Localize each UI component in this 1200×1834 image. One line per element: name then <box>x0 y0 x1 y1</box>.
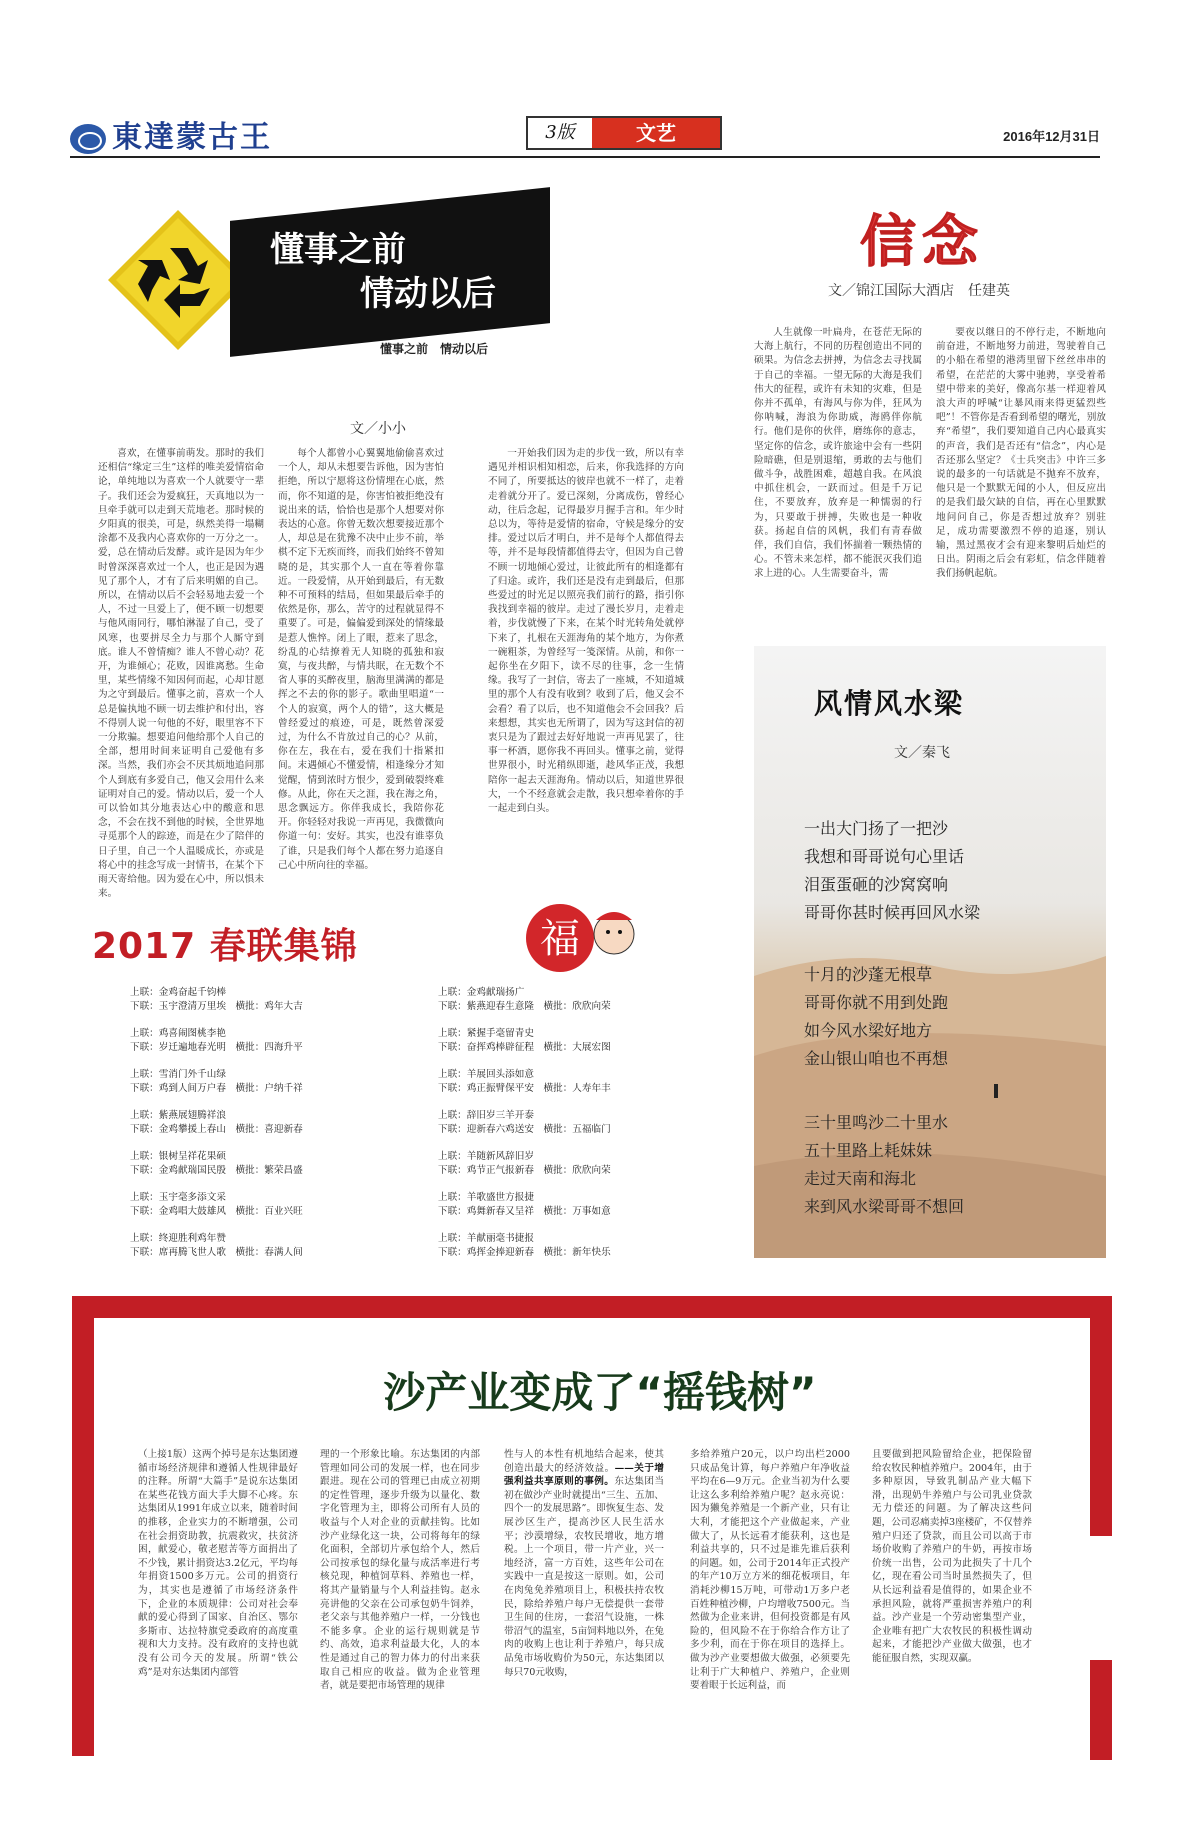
couplet-lower: 下联：鸡正振臂保平安 横批：人寿年丰 <box>438 1083 611 1094</box>
poem-line: 我想和哥哥说句心里话 <box>804 847 965 866</box>
poem-line: 哥哥你就不用到处跑 <box>804 993 949 1012</box>
couplet-upper: 上联：金鸡奋起千钧棒 <box>130 987 226 998</box>
masthead <box>70 112 1100 156</box>
section-label <box>526 116 722 150</box>
poem-line: 十月的沙蓬无根草 <box>804 965 933 984</box>
poem-line: 三十里鸣沙二十里水 <box>804 1113 949 1132</box>
couplet-upper: 上联：紫燕展翅腾祥浪 <box>130 1110 226 1121</box>
section-name: 文艺 <box>592 118 720 148</box>
article-column: 喜欢，在懂事前萌发。那时的我们还相信“缘定三生”这样的唯美爱情宿命论，单纯地以为喜欢一个人就要守一辈子。我们还会为爱疯狂，天真地以为一旦牵手就可以走到天荒地老。那时候的夕阳真的很美，可是，纵然美得一塌糊涂都不及我内心喜欢你的一万分之一。爱，总在情动后发酵。或许是因为年少时曾深深喜欢过一个人，也正是因为遇见了那个人，才有了后来明媚的自己。所以，在情动以后不会轻易地去爱一个人，不过一旦爱上了，便不顾一切想要与他风雨同行，哪怕淋湿了自己，受了风寒，也要拼尽全力与那个人厮守到底。谁人不曾情痴？谁人不曾心动？花开，为谁倾心；花败，因谁离愁。生命里，某些情缘不知因何而起，心却甘愿为之守到最后。懂事之前，喜欢一个人总是偏执地不顾一切去维护和付出，容不得别人说一句他的不好，眼里容不下一分欺骗。想要追问他给那个人自己的全部，想用时间来证明自己爱他有多深。当然，我们亦会不厌其烦地追问那个人到底有多爱自己，他又会用什么来证明对自己的爱。情动以后，爱一个人可以恰如其分地表达心中的酸意和思念，不会在找不到他的时候，全世界地寻觅那个人的踪迹，而是在少了陪伴的日子里，自己一个人温暖成长，亦或是将心中的挂念写成一封情书，在某个下雨天寄给他。因为爱在心中，所以惧未来。 <box>98 448 264 900</box>
couplet-upper: 上联：羊献丽毫书捷报 <box>438 1233 534 1244</box>
couplet-lower: 下联：奋挥鸡棒辟征程 横批：大展宏图 <box>438 1042 611 1053</box>
couplet-lower: 下联：鸡到人间万户春 横批：户纳千祥 <box>130 1083 303 1094</box>
article-byline: 文／小小 <box>350 421 406 437</box>
poem-line: 哥哥你甚时候再回风水梁 <box>804 903 981 922</box>
frame-border <box>1090 1660 1112 1760</box>
couplet-lower: 下联：鸡挥金捧迎新春 横批：新年快乐 <box>438 1247 611 1258</box>
poem-line: 金山银山咱也不再想 <box>804 1049 949 1068</box>
couplet-lower: 下联：岁迁遍地春光明 横批：四海升平 <box>130 1042 303 1053</box>
article-column <box>504 1448 664 1679</box>
newspaper-logo: 東達蒙古王 <box>70 112 272 156</box>
couplet-upper: 上联：辞旧岁三羊开泰 <box>438 1110 534 1121</box>
poem-line: 五十里路上耗妹妹 <box>804 1141 933 1160</box>
couplet-upper: 上联：雪消门外千山绿 <box>130 1069 226 1080</box>
article-column: 要夜以继日的不停行走，不断地向前奋进，不断地努力前进，驾驶着自己的小船在希望的港湾里留下丝丝串串的希望，在茫茫的大雾中驰骋，享受着希望中带来的美好，像高尔基一样迎着风浪大声的呼喊“让暴风雨来得更猛烈些吧”！不管你是否看到希望的曙光，别放弃“希望”，我们要知道自己内心最真实的声音，我们是否还有“信念”，内心是否还那么坚定？《士兵突击》中许三多说的最多的一句话就是不抛弃不放弃，他只是一个默默无闻的小人，但反应出的是我们最欠缺的自信，再在心里默默地问问自己，你是否想过放弃？别驻足，成功需要激烈不停的追逐，别认输，黑过黑夜才会有迎来黎明后灿烂的日出。阴雨之后会有彩虹，信念伴随着我们扬帆起航。 <box>936 327 1106 580</box>
article-subtitle: 懂事之前 情动以后 <box>380 342 489 356</box>
couplet-upper: 上联：金鸡献瑞扬广 <box>438 987 525 998</box>
couplet-lower: 下联：金鸡唱大鼓雄风 横批：百业兴旺 <box>130 1206 303 1217</box>
poem-line: 一出大门扬了一把沙 <box>804 819 949 838</box>
article-byline: 文／锦江国际大酒店 任建英 <box>828 283 1010 299</box>
article-column: 且要做到把风险留给企业，把保险留给农牧民种植养殖户。2004年，由于多种原因，导致乳制品产业大幅下滑，出现奶牛养殖户与公司乳业贷款无力偿还的问题。为了解决这些问题，公司忍痛卖掉3座楼矿，不仅替养殖户归还了贷款，而且公司以高于市场价收购了养殖户的牛奶，再按市场价统一出售，公司为此损失了十几个亿，现在看公司当时虽然损失了，但从长远利益看是值得的，如果企业不承担风险，就将严重损害养殖户的利益。沙产业是一个劳动密集型产业，企业唯有把广大农牧民的积极性调动起来，才能把沙产业做大做强，也才能征服自然，实现双赢。 <box>872 1449 1032 1664</box>
couplet-lower: 下联：玉宇澄清万里埃 横批：鸡年大吉 <box>130 1001 303 1012</box>
article-text: 性与人的本性有机地结合起来，使其创造出最大的经济效益。 <box>504 1449 664 1474</box>
couplet-lower: 下联：金鸡攀援上春山 横批：喜迎新春 <box>130 1124 303 1135</box>
article-column: 人生就像一叶扁舟，在苍茫无际的大海上航行，不同的历程创造出不同的硕果。为信念去拼搏，为信念去寻找属于自己的幸福。一望无际的大海是我们伟大的征程，或许有未知的灾难，但是你并不孤单，有海风与你为伴，狂风为你呐喊，海浪为你助威，海鸥伴你航行。他们是你的伙伴，磨练你的意志，坚定你的信念，或许旅途中会有一些阴险暗礁，但是别退缩，勇敢的去与他们做斗争，战胜困难，超越自我。在风浪中抓住机会，一跃而过。但是千万记住，不要放弃，放弃是一种懦弱的行为，只要敢于拼搏，失败也是一种收获。扬起自信的风帆，我们有青春做伴，我们自信，我们怀揣着一颗热情的心。不管未来怎样，都不能泯灭我们追求上进的心。人生需要奋斗，需 <box>754 327 922 580</box>
article-title: 信念 <box>860 210 984 275</box>
article-title: 沙产业变成了“摇钱树” <box>383 1368 817 1417</box>
couplet-lower: 下联：鸡节正气报新春 横批：欣欣向荣 <box>438 1165 611 1176</box>
article-column: 一开始我们因为走的步伐一致，所以有幸遇见并相识相知相恋，后来，你我选择的方向不同了，所要抵达的彼岸也就不一样了，走着走着就分开了。爱已深刻，分离成伤，曾经心动，往后念起，记得最岁月握手言和。年少时总以为，等待是爱情的宿命，守候是缘分的安排。爱过以后才明白，并不是每个人都值得去等，并不是每段情都值得去守，但因为自己曾不顾一切地倾心爱过，让彼此所有的相逢都有了归途。或许，我们还是没有走到最后，但那些爱过的时光足以照亮我们前行的路，指引你我找到幸福的彼岸。走过了漫长岁月，走着走着，步伐就慢了下来，在某个时光转角处就停下来了，扎根在天涯海角的某个地方，为你煮一碗粗茶，为曾经写一笺深情。从前，和你一起你坐在夕阳下，读不尽的往事，念一生情缘。我写了一封信，寄去了一座城，不知道城里的那个人有没有收到？收到了后，他又会不会看？看了以后，也不知道他会不会回我？后来想想，其实也无所谓了，因为写这封信的初衷只是为了跟过去好好地说一声再见罢了，往事一杯酒，愿你我不再回头。懂事之前，觉得世界很小，时光稍纵即逝，趁风华正茂，我想陪你一起去天涯海角。情动以后，知道世界很大，一个不经意就会走散，我只想牵着你的手一起走到白头。 <box>488 448 684 815</box>
couplet-upper: 上联：羊展回头添如意 <box>438 1069 534 1080</box>
couplet-upper: 上联：玉宇毫多添文采 <box>130 1192 226 1203</box>
page-number: 3版 <box>545 122 575 143</box>
poem-byline: 文／秦飞 <box>894 745 950 761</box>
masthead-divider <box>70 156 1100 158</box>
fu-character-icon <box>520 894 640 984</box>
article-column: 多给养殖户20元，以户均出栏2000只成品兔计算，每户养殖户年净收益平均在6—9万元。企业当初为什么要让这么多利给养殖户呢？赵永亮说：因为獭兔养殖是一个新产业，只有让大利，才能把这个产业做起来，产业做大了，从长远看才能获利，这也是利益共享的，只不过是谁先谁后获利的问题。如，公司于2014年正式投产的年产10万立方米的细花板项目，年消耗沙柳15万吨，可带动1万多户老百姓种植沙柳，户均增收7500元。当然做为企业来讲，但何投资都是有风险的，但风险不在于你给合作方让了多少利，而在于你在项目的选择上。做为沙产业要想做大做强，必须要先让利于广大种植户、养殖户，企业则要着眼于长远利益，而 <box>690 1449 850 1692</box>
couplet-upper: 上联：紧握手毫留青史 <box>438 1028 534 1039</box>
poem-line: 泪蛋蛋砸的沙窝窝响 <box>804 875 949 894</box>
article-column: 每个人都曾小心翼翼地偷偷喜欢过一个人，却从未想要告诉他，因为害怕拒绝，所以宁愿将这份情埋在心底，然而，你不知道的是，你害怕被拒绝没有说出来的话，恰恰也是那个人想要对你表达的心意。你曾无数次想要接近那个人，却总是在犹豫不决中止步不前，举棋不定下无疾而终，而我们始终不曾知晓的是，其实那个人一直在等着你靠近。一段爱情，从开始到最后，有无数种不可预料的结局，但如果最后牵手的依然是你，那么，苦守的过程就显得不重要了。可是，偏偏爱到深处的情缘最是惹人憔悴。闭上了眼，惹来了思念，纷乱的心结撩着无人知晓的孤独和寂寞，与夜共醉，与情共眠，在无数个不省人事的买醉夜里，脑海里满满的都是挥之不去的你的影子。歌曲里唱道“一个人的寂寞，两个人的错”，这大概是曾经爱过的痕迹，可是，既然曾深爱过，为什么不肯放过自己的心？从前，你在左，我在右，爱在我们十指紧扣间。末遇倾心不懂爱情，相逢缘分才知觉醒，情到浓时方恨少，爱到破裂终难修。从此，你在天之涯，我在海之角，思念飘远方。你伴我成长，我陪你花开。你轻轻对我说一声再见，我微微向你道一句：安好。其实，也没有谁辜负了谁，只是我们每个人都在努力追逐自己心中所向往的幸福。 <box>278 448 444 871</box>
couplets-title: 2017 春联集锦 <box>92 926 358 967</box>
svg-text:福: 福 <box>540 916 580 962</box>
poem-title: 风情风水梁 <box>814 687 965 720</box>
couplet-upper: 上联：羊随新风辞旧岁 <box>438 1151 534 1162</box>
article-title-line2: 情动以后 <box>360 274 496 314</box>
couplet-lower: 下联：席再腾飞世人歌 横批：春满人间 <box>130 1247 303 1258</box>
poem-line: 如今风水梁好地方 <box>804 1021 933 1040</box>
article-title-line1: 懂事之前 <box>270 230 406 270</box>
article-text: 东达集团当初在做沙产业时就提出“三生、五加、四个一的发展思路”。即恢复生态、发展沙区生产，提高沙区人民生活水平；沙漠增绿，农牧民增收，地方增税。上一个项目，带一片产业，兴一地经济，富一方百姓，这些年公司在实践中一直是按这一原则。如，公司在肉兔免养殖项目上，积极扶持农牧民，除给养殖户每户无偿提供一套带卫生间的住房，一套沼气设施，一株带沼气的温室，5亩饲料地以外，在兔肉的收购上也让利于养殖户，每只成品兔市场收购价为50元，东达集团以每只70元收购， <box>504 1476 665 1678</box>
couplet-lower: 下联：紫燕迎春生意隆 横批：欣欣向荣 <box>438 1001 611 1012</box>
poem-line: 来到风水梁哥哥不想回 <box>804 1197 965 1216</box>
article-subheading: ——关于增强利益共享原则的事例。 <box>504 1462 665 1488</box>
publication-date: 2016年12月31日 <box>1003 129 1100 144</box>
poem-panel <box>754 646 1106 1258</box>
frame-border <box>72 1296 1112 1318</box>
couplet-upper: 上联：羊歌盛世方报捷 <box>438 1192 534 1203</box>
couplet-lower: 下联：金鸡献瑞国民殷 横批：繁荣昌盛 <box>130 1165 303 1176</box>
article-column: （上接1版）这两个掉号是东达集团遵循市场经济规律和遵循人性规律最好的注释。所谓“大篇手”是说东达集团在某些花钱方面大手大脚不心疼。东达集团从1991年成立以来，随着时间的推移，企业实力的不断增强，公司在社会捐资助教，抗震救灾，扶贫济困，献爱心，敬老慰苦等方面捐出了不少钱，累计捐资达3.2亿元，平均每年捐资1500多万元。公司的捐资行为，其实也是遵循了市场经济条件下，企业的本质规律：公司对社会奉献的爱心得到了国家、自治区、鄂尔多斯市、达拉特旗党委政府的高度重视和大力支持。没有政府的支持也就没有公司今天的发展。所谓“铁公鸡”是对东达集团内部管 <box>138 1449 298 1678</box>
couplet-upper: 上联：银树呈祥花果硕 <box>130 1151 226 1162</box>
poem-line: 走过天南和海北 <box>804 1169 917 1188</box>
logo-emblem-icon <box>70 124 106 154</box>
article-column: 理的一个形象比喻。东达集团的内部管理如同公司的发展一样，也在同步跟进。现在公司的管理已由成立初期的定性管理，逐步升级为以量化、数字化管理为主，即将公司所有人员的收益与个人对企业的贡献挂钩。比如沙产业绿化这一块，公司将每年的绿化面积，全部切片承包给个人，然后公司按承包的绿化量与成活率进行考核兑现，种植饲草料、养殖也一样，将其产量销量与个人利益挂钩。赵永亮讲他的父亲在公司承包奶牛饲养，老父亲与其他养殖户一样，一分钱也不能多拿。企业的运行规则就是节约、高效，追求利益最大化，人的本性是通过自己的智力体力的付出来获取自己相应的收益。做为企业管理者，就是要把市场管理的规律 <box>320 1449 480 1692</box>
couplet-lower: 下联：迎新春六鸡送安 横批：五福临门 <box>438 1124 611 1135</box>
couplet-upper: 上联：鸡喜闹图桃李艳 <box>130 1028 226 1039</box>
couplet-upper: 上联：终迎胜利鸡年赞 <box>130 1233 226 1244</box>
couplet-lower: 下联：鸡舞新春又呈祥 横批：万事如意 <box>438 1206 611 1217</box>
